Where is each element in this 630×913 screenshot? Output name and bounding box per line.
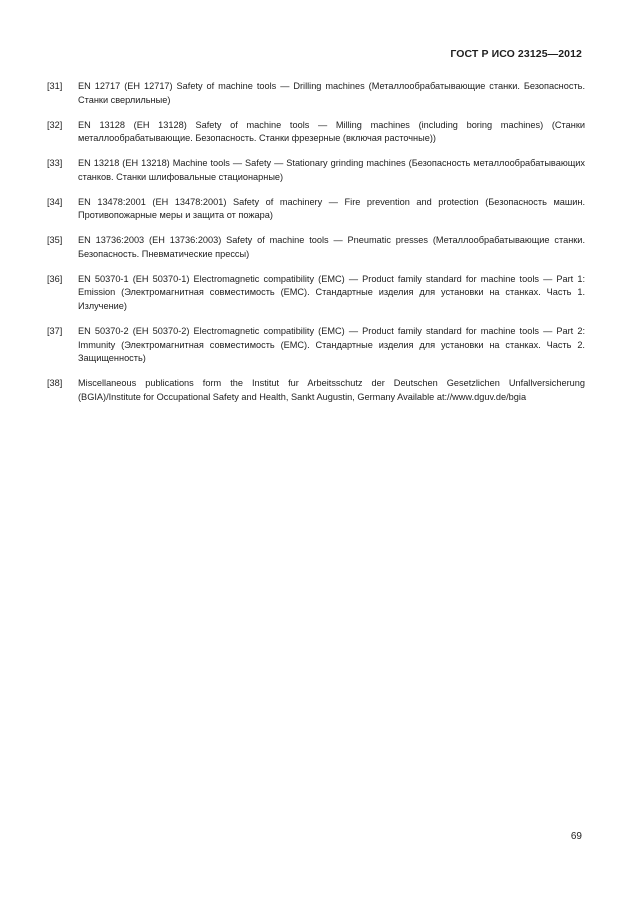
ref-text: EN 13218 (ЕН 13218) Machine tools — Safety — Stationary grinding machines (Безопасность металлообрабатывающих станков. Станки шлифовальные стационарные) (78, 158, 585, 182)
ref-text: EN 13478:2001 (ЕН 13478:2001) Safety of machinery — Fire prevention and protection (Безопасность машин. Противопожарные меры и защита от пожара) (78, 196, 585, 221)
bibliography-item (47, 80, 585, 107)
bibliography-item (47, 377, 585, 404)
page-header-standard-id: ГОСТ Р ИСО 23125—2012 (450, 48, 582, 60)
ref-number: [31] (47, 81, 63, 91)
ref-text: EN 13128 (ЕН 13128) Safety of machine tools — Milling machines (including boring machines) (Станки металлообрабатывающие. Безопасность. Станки фрезерные (включая расточные)) (78, 119, 585, 144)
bibliography-list (47, 80, 585, 416)
bibliography-item (47, 196, 585, 223)
ref-number: [35] (47, 235, 63, 246)
ref-text: EN 50370-1 (ЕН 50370-1) Electromagnetic compatibility (EMC) — Product family standard for machine tools — Part 1: Emission (Электромагнитная совместимость (ЕМС). Стандартные изделия для установки на станках. Часть 1. Излучение) (78, 273, 585, 311)
ref-text: EN 13736:2003 (ЕН 13736:2003) Safety of machine tools — Pneumatic presses (Металлообрабатывающие станки. Безопасность. Пневматические прессы) (78, 235, 585, 259)
bibliography-item (47, 273, 585, 314)
bibliography-item (47, 325, 585, 366)
page-number: 69 (570, 831, 582, 842)
ref-number: [36] (47, 273, 63, 284)
bibliography-item (47, 234, 585, 261)
ref-number: [32] (47, 119, 63, 130)
ref-number: [34] (47, 196, 63, 207)
ref-number: [38] (47, 378, 63, 389)
ref-number: [33] (47, 158, 63, 169)
ref-text: Miscellaneous publications form the Institut fur Arbeitsschutz der Deutschen Gesetzlichen Unfallversicherung (BGIA)/Institute for Occupational Safety and Health, Sankt Augustin, Germany Available at://www.dguv.de/bgia (78, 378, 585, 402)
ref-text: EN 12717 (ЕН 12717) Safety of machine tools — Drilling machines (Металлообрабатывающие станки. Безопасность. Станки сверлильные) (78, 81, 585, 105)
ref-number: [37] (47, 326, 63, 337)
bibliography-item (47, 157, 585, 184)
ref-text: EN 50370-2 (ЕН 50370-2) Electromagnetic compatibility (EMC) — Product family standard for machine tools — Part 2: Immunity (Электромагнитная совместимость (ЕМС). Стандартные изделия для установки на станках. Часть 2. Защищенность) (78, 326, 585, 364)
bibliography-item (47, 119, 585, 146)
